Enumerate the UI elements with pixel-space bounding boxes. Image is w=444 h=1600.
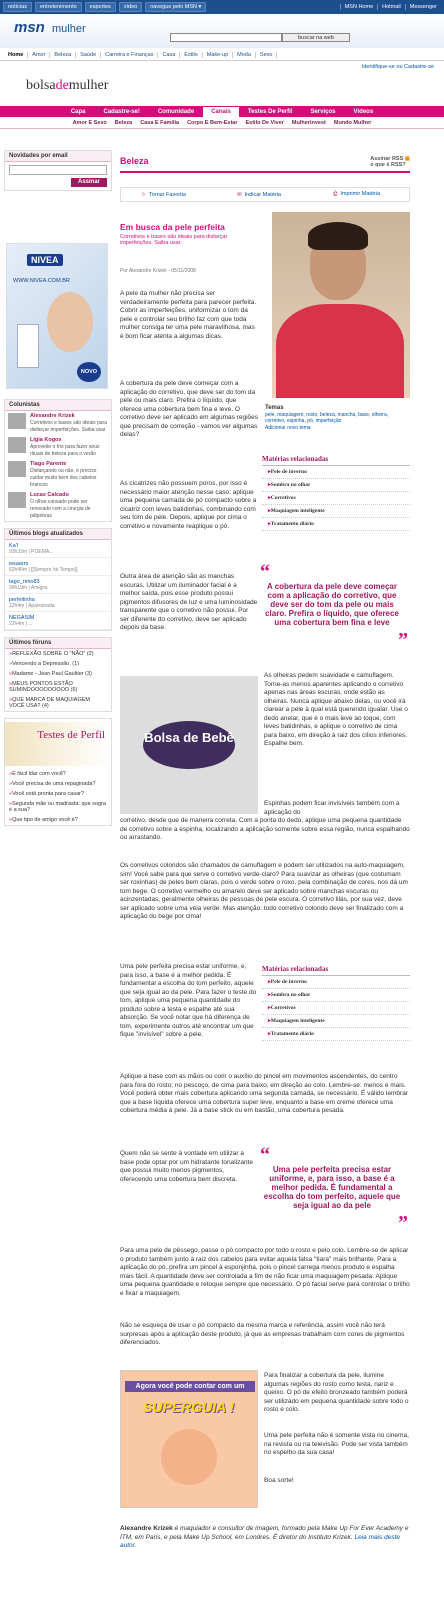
search-button[interactable]: buscar na web bbox=[282, 33, 350, 42]
main-nav bbox=[0, 50, 444, 61]
sub-menu bbox=[0, 118, 444, 129]
pull-quote-2: “ Uma pele perfeita precisa estar uniforme, e, para isso, a base é a melhor pedida. É fundamental a escolha do tom perfeito, aquele que seja igual ao da pele ” bbox=[260, 1144, 408, 1234]
bolsademulher-logo[interactable]: bolsademulher bbox=[26, 78, 109, 93]
mulher-label: mulher bbox=[52, 23, 86, 35]
author-photo bbox=[272, 212, 410, 398]
msn-tab[interactable]: notícias bbox=[3, 2, 32, 12]
related-title: Matérias relacionadas bbox=[262, 455, 410, 466]
menu-item[interactable]: Comunidade bbox=[157, 108, 195, 115]
columnist-item[interactable]: Tiago Parente Disfarçando ou não, é preciso cuidar muito bem dos cabelos brancos bbox=[5, 459, 111, 490]
nav-item[interactable]: Home bbox=[4, 52, 28, 58]
paragraph: Uma pele perfeita não é somente vista no cinema, na revista ou na televisão. Pode ser vista também no espelho da sua casa! bbox=[264, 1432, 409, 1456]
paragraph: As olheiras pedem suavidade e camuflagem. Torne-as menos aparentes aplicando o corretivo apenas nas áreas escuras, onde estão as olheiras. Nunca aplique abaixo delas, ou você irá clarear a pele à qual está querendo igualar. Use o dedo anelar, que é o mais leve ao toque, com leves batidinhas, e aplique o corretivo de cima para baixo, em direção à raiz dos cílios inferiores. Espalhe bem. bbox=[264, 672, 408, 747]
nav-item[interactable]: Saúde bbox=[76, 52, 101, 58]
article-header bbox=[120, 150, 410, 202]
sign-button[interactable]: Assinar bbox=[71, 178, 107, 187]
test-item[interactable]: » É fácil ldar com você? bbox=[5, 769, 111, 779]
forum-item[interactable]: » Vencendo a Depressão. (1) bbox=[5, 659, 111, 669]
columnists-title: Colunistas bbox=[5, 400, 111, 411]
paragraph: Para uma pele de pêssego, passe o pó compacto por todo o rosto e pelo colo. Lembre-se de aplicar o produto também junto à raiz dos cabelos para evitar aquela falsa "tiara" mais brilhante. Para a aplicação do pó, prefira um pincel à esponjinha, pois o pincel carrega menos produto e espalha mais fácil. A quantidade deve ser controlada a fim de não ficar uma maquiagem pesada. Aplique uma pequena quantidade e retoque sempre que necessário. O pó facial serve para controlar o brilho e fixar a maquiagem. bbox=[120, 1247, 410, 1297]
related-item[interactable]: ▸ Tratamento diário bbox=[262, 518, 410, 531]
blog-item[interactable]: wsaarrs 62h45m | [[Sempre há Tempo]] bbox=[5, 558, 111, 576]
recommend-button[interactable]: ✉ Indicar Matéria bbox=[237, 191, 281, 198]
tags-box bbox=[265, 404, 410, 431]
nivea-logo: NIVEA bbox=[27, 254, 63, 266]
related-item[interactable]: ▸ Maquiagem inteligente bbox=[262, 505, 410, 518]
msn-tab[interactable]: esportes bbox=[85, 2, 116, 12]
site-menu bbox=[0, 106, 444, 117]
blog-item[interactable]: NEGASIM 22h4m | ... bbox=[5, 612, 111, 630]
nivea-ad[interactable] bbox=[6, 243, 108, 389]
related-box-2 bbox=[262, 965, 410, 1041]
hotmail-link[interactable]: Hotmail bbox=[377, 4, 405, 10]
paragraph: A pele da mulher não precisa ser verdadeiramente perfeita para parecer perfeita. Cobrir as imperfeições, uniformizar o tom da pele e controlar seu brilho faz com que toda mulher consiga ter uma pele maravilhosa, mas é bom ficar atenta a algumas dicas. bbox=[120, 290, 257, 340]
blogs-title: Últimos blogs atualizados bbox=[5, 529, 111, 540]
forum-item[interactable]: » QUE MARCA DE MAQUIAGEM VOCÊ USA? (4) bbox=[5, 695, 111, 711]
columnists-box bbox=[4, 399, 112, 522]
msn-tab[interactable]: vídeo bbox=[119, 2, 142, 12]
avatar bbox=[8, 461, 26, 477]
tags-title: Temas bbox=[265, 405, 284, 411]
tests-banner[interactable]: Testes de Perfil bbox=[5, 722, 111, 766]
blogs-box bbox=[4, 528, 112, 631]
menu-item[interactable]: Vídeos bbox=[353, 108, 374, 115]
model-face bbox=[47, 292, 93, 352]
print-icon: ⎙ bbox=[333, 191, 338, 197]
avatar bbox=[8, 492, 26, 508]
sub-menu-item[interactable]: Beleza bbox=[114, 120, 133, 126]
related-item[interactable]: ▸ Maquiagem inteligente bbox=[262, 1015, 410, 1028]
menu-item[interactable]: Cadastre-se! bbox=[103, 108, 140, 115]
nivea-url: WWW.NIVEA.COM.BR bbox=[13, 278, 70, 284]
open-quote-icon: “ bbox=[260, 561, 270, 583]
bio-name: Alexandre Krizek bbox=[120, 1525, 173, 1532]
blog-item[interactable]: tago_rimo83 99h19m | Amigos bbox=[5, 576, 111, 594]
rss-icon: ▣ bbox=[404, 156, 410, 162]
sub-menu-item[interactable]: Amor E Sexo bbox=[72, 120, 107, 126]
test-item[interactable]: » Você precisa de uma repaginada? bbox=[5, 779, 111, 789]
menu-item[interactable]: Capa bbox=[70, 108, 86, 115]
nav-item[interactable]: Amor bbox=[28, 52, 50, 58]
related-item[interactable]: ▸ Corretivos bbox=[262, 492, 410, 505]
print-button[interactable]: ⎙ Imprimir Matéria bbox=[333, 191, 381, 197]
forums-box bbox=[4, 637, 112, 712]
paragraph: Outra área de atenção são as manchas escuras. Utilizar um iluminador facial é a melhor saída, pois esse produto possui pigmentos difusores de luz e uma luminosidade transparente que o corretivo não possui. Por ser diferente do corretivo, deve ser aplicado depois da base. bbox=[120, 573, 258, 631]
test-item[interactable]: » Que tipo de amigo você é? bbox=[5, 815, 111, 825]
columnist-item[interactable]: Alexandre Krizek Corretivos e bases são ideais para disfarçar imperfeições. Saiba usar bbox=[5, 411, 111, 435]
add-tag-link[interactable]: Adicionar novo tema bbox=[265, 425, 311, 431]
left-sidebar bbox=[4, 150, 112, 832]
baby-illustration bbox=[161, 1429, 217, 1485]
paragraph: A cobertura da pele deve começar com a aplicação do corretivo, que deve ser do tom da pele ou mais claro. Prefira o líquido, que oferece uma cobertura bem fina e leve. O corretivo deve ser aplicado em algumas regiões que precisam de correção - vamos ver algumas delas? bbox=[120, 380, 259, 438]
read-more-link[interactable]: Leia mais deste autor. bbox=[120, 1533, 400, 1549]
related-item[interactable]: ▸ Sombra no olhar bbox=[262, 479, 410, 492]
nav-item[interactable]: Carreira e Finanças bbox=[101, 52, 158, 58]
sub-menu-item[interactable]: Estilo De Viver bbox=[245, 120, 284, 126]
sub-menu-item[interactable]: Corpo E Bem-Estar bbox=[187, 120, 238, 126]
nav-item[interactable]: Moda bbox=[233, 52, 256, 58]
related-item[interactable]: ▸ Sombra no olhar bbox=[262, 989, 410, 1002]
favorite-button[interactable]: ☆ Tornar Favorita bbox=[141, 191, 186, 198]
blog-item[interactable]: perfeitinha 22h4m | Apaixonada bbox=[5, 594, 111, 612]
article-lead: Corretivos e bases são ideais para disfarçar imperfeições. Saiba usar bbox=[120, 234, 228, 246]
nav-item[interactable]: Sexo bbox=[256, 52, 278, 58]
test-item[interactable]: » Você está pronta para casar? bbox=[5, 789, 111, 799]
paragraph: corretivo, desde que de maneira correta. Com a ponta do dedo, aplique uma pequena quantidade de corretivo sobre a espinha, localizando a aplicação somente sobre essa região, nunca espalhando ou arrastando. bbox=[120, 817, 410, 841]
avatar bbox=[8, 437, 26, 453]
paragraph: Não se esqueça de usar o pó compacto da mesma marca e referência, assim você não terá surpresas após a aplicação deste produto, já que as empresas trabalham com cores de pigmentos diferenciados. bbox=[120, 1322, 405, 1346]
paragraph: As cicatrizes não possuem poros, por isso é necessário maior atenção nesse caso: aplique uma pequena camada de pó compacto sobre a cicatriz com leves batidinhas, combinando com seu tom de pele. Depois, aplique por cima o corretivo e novamente reaplique o pó. bbox=[120, 480, 257, 530]
sub-menu-item[interactable]: Casa E Família bbox=[140, 120, 180, 126]
columnist-item[interactable]: Ligia Kogos Aproveite o frio para fazer seus rituais de beleza para o verão bbox=[5, 435, 111, 459]
msn-top-bar bbox=[0, 0, 444, 14]
paragraph: Aplique a base com as mãos ou com o auxílio do pincel em movimentos ascendentes, do centro para fora do rosto; no pescoço, de cima para baixo, em direção ao colo. Lembre-se: menos é mais. Você poderá obter mais cobertura aplicando uma segunda camada, se necessário. É válido lembrar que a base líquida oferece uma cobertura super leve, enquanto a base em creme oferece uma cobertura média à pele. Já a base stick ou em bastão, uma cobertura pesada. bbox=[120, 1073, 408, 1114]
forum-item[interactable]: » REFLEXÃO SOBRE O "NÃO" (2) bbox=[5, 649, 111, 659]
email-field[interactable] bbox=[9, 165, 107, 175]
avatar bbox=[8, 413, 26, 429]
search-input[interactable] bbox=[170, 33, 282, 42]
sub-menu-item[interactable]: Mulherinvest bbox=[291, 120, 326, 126]
paragraph: Para finalizar a cobertura da pele, ilumine algumas regiões do rosto como testa, nariz e queixo. O pó de efeito bronzeado também poderá ser utilizado em pequena quantidade sobre todo o rosto e colo. bbox=[264, 1372, 409, 1413]
test-item[interactable]: » Segunda mãe ou madrasta: que sogra é a sua? bbox=[5, 799, 111, 815]
nav-item[interactable]: Make-up bbox=[203, 52, 233, 58]
related-item[interactable]: ▸ Pele de inverno bbox=[262, 466, 410, 479]
superguia-ad[interactable]: Agora você pode contar com um SUPERGUIA ! bbox=[120, 1370, 258, 1508]
rss-link[interactable]: Assinar RSS ▣ o que é RSS? bbox=[370, 156, 410, 168]
paragraph: Espinhas podem ficar invisíveis também com a aplicação do bbox=[264, 800, 400, 816]
related-box bbox=[262, 455, 410, 531]
msn-logo[interactable]: msn bbox=[14, 19, 45, 36]
identify-link[interactable]: Identifique-se ou Cadastre-se bbox=[361, 64, 434, 70]
close-quote-icon: ” bbox=[398, 1212, 408, 1234]
novo-badge: NOVO bbox=[77, 362, 101, 382]
author-line: Por Alexandre Krizek - 05/11/2008 bbox=[120, 268, 196, 274]
nav-item[interactable]: Estilo bbox=[180, 52, 202, 58]
newsletter-title: Novidades por email bbox=[5, 151, 111, 162]
sub-menu-item[interactable]: Mundo Mulher bbox=[333, 120, 372, 126]
related-item[interactable]: ▸ Corretivos bbox=[262, 1002, 410, 1015]
menu-item[interactable]: Testes De Perfil bbox=[247, 108, 293, 115]
forum-item[interactable]: » MEUS PONTOS ESTÃO SUMINDOOOOOOOOO (6) bbox=[5, 679, 111, 695]
menu-item-active[interactable]: Canais bbox=[203, 107, 239, 117]
product-tube bbox=[17, 324, 39, 368]
open-quote-icon: “ bbox=[260, 1144, 270, 1166]
msn-home-link[interactable]: MSN Home bbox=[340, 4, 377, 10]
star-icon: ☆ bbox=[141, 191, 146, 198]
paragraph: Boa sorte! bbox=[264, 1477, 294, 1484]
blog-item[interactable]: Ka'l 93h32m | POEMA... bbox=[5, 540, 111, 558]
messenger-link[interactable]: Messenger bbox=[405, 4, 441, 10]
related-title: Matérias relacionadas bbox=[262, 965, 410, 976]
paragraph: Quem não se sente à vontade em utilizar a base pode optar por um hidratante tonalizante que possui muito menos pigmentos, oferecendo uma cobertura bem discreta. bbox=[120, 1150, 253, 1183]
section-title: Beleza Assinar RSS ▣ o que é RSS? bbox=[120, 150, 410, 173]
mail-icon: ✉ bbox=[237, 191, 242, 198]
article-tools bbox=[120, 187, 410, 202]
bolsa-de-bebe-ad[interactable]: Bolsa de Bebê bbox=[120, 676, 258, 814]
forums-title: Últimos fóruns bbox=[5, 638, 111, 649]
tags-list[interactable]: pele, maquiagem, rosto, beleza, mancha, base, olheira, corretivo, espinha, pó, imperfeição bbox=[265, 412, 389, 424]
related-item[interactable]: ▸ Tratamento diário bbox=[262, 1028, 410, 1041]
nav-item[interactable]: Casa bbox=[158, 52, 180, 58]
menu-item[interactable]: Serviços bbox=[310, 108, 336, 115]
pull-quote: “ A cobertura da pele deve começar com a aplicação do corretivo, que deve ser do tom da pele ou mais claro. Prefira o líquido, que oferece uma cobertura bem fina e leve ” bbox=[260, 561, 408, 651]
tests-box bbox=[4, 718, 112, 826]
nav-item[interactable]: Beleza bbox=[50, 52, 76, 58]
paragraph: Uma pele perfeita precisa estar uniforme, e, para isso, a base é a melhor pedida. É fundamental a escolha do tom perfeito, aquele que seja igual ao da pele. Para fazer o teste do tom, aplique uma pequena quantidade do produto sobre a testa e espalhe até sua absorção. Se você notar que há diferença de tom, experimente outros até encontrar um que fique "invisível" sobre a pele. bbox=[120, 963, 257, 1038]
author-bio: Alexandre Krizek é maquiador e consultor de imagem, formado pela Make Up For Ever Academy e ITM, em Paris, e pela Make Up School, em Londres. É diretor do Instituto Krizek. Leia mais deste autor. bbox=[120, 1525, 409, 1549]
paragraph: Os corretivos coloridos são chamados de camuflagem e podem ser utilizados na auto-maquiagem, sim! Você sabe para que serve o corretivo verde-claro? Para suavizar as olheiras (que costumam ser roxinhas) de peles bem claras, pois o verde sobre o roxo, pela combinação de cores, nos dá um tom bege. O corretivo vermelho ou amarelo deve ser aplicado sobre manchas escuras ou acinzentadas, geralmente olheiras de pessoas de pele escura. O corretivo lilás, por sua vez, deve ser aplicado sobre uma veia verde. Mas atenção: todo corretivo colorido deve ser finalizado com a aplicação do bege por cima! bbox=[120, 862, 408, 920]
article-title: Em busca da pele perfeita bbox=[120, 222, 225, 232]
columnist-item[interactable]: Lucas Calcado O olhar cansado pode ser renovado com a cirurgia de pálpebras bbox=[5, 490, 111, 521]
related-item[interactable]: ▸ Pele de inverno bbox=[262, 976, 410, 989]
forum-item[interactable]: » Madame - Jean Paul Gaultier (3) bbox=[5, 669, 111, 679]
newsletter-box bbox=[4, 150, 112, 191]
msn-navigate-dropdown[interactable]: navegue pelo MSN ▾ bbox=[145, 2, 206, 12]
close-quote-icon: ” bbox=[398, 629, 408, 651]
msn-tab[interactable]: entretenimento bbox=[35, 2, 82, 12]
